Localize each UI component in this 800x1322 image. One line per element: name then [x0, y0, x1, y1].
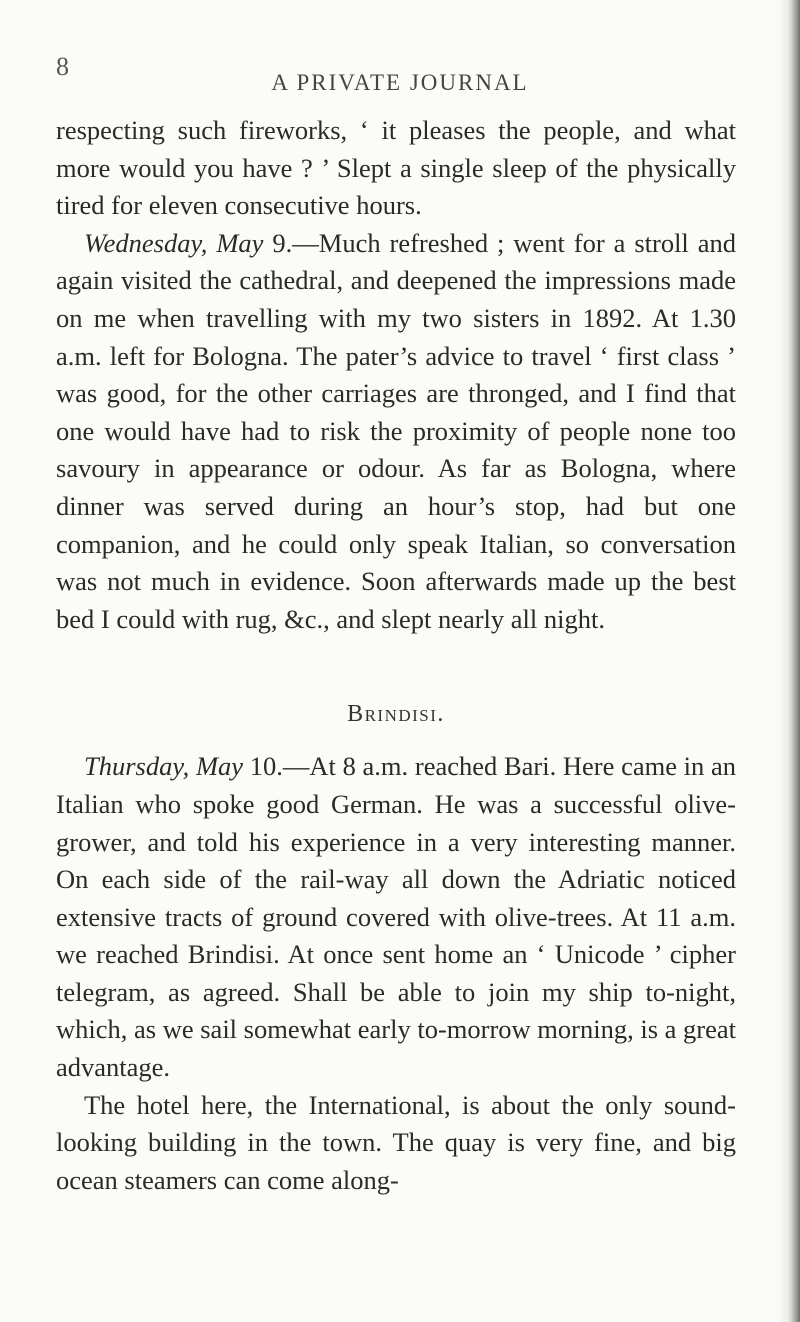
running-head: A PRIVATE JOURNAL [271, 70, 529, 95]
body-text [56, 112, 736, 1199]
paragraph-thursday [56, 748, 736, 1086]
paragraph-text: The hotel here, the International, is about the only sound-looking building in the town. The quay is very fine, and big ocean steamers can come along- [56, 1089, 736, 1195]
entry-date: Wednesday, May [84, 227, 264, 258]
entry-date: Thursday, May [84, 751, 244, 782]
paragraph-hotel [56, 1087, 736, 1200]
page-edge-shadow [778, 0, 786, 1322]
paragraph-wednesday [56, 225, 736, 639]
page-edge [786, 0, 800, 1322]
paragraph-text: respecting such fireworks, ‘ it pleases the people, and what more would you have ? ’ Slept a single sleep of the physically tired for eleven consecutive hours. [56, 115, 736, 221]
paragraph-text: 9.—Much refreshed ; went for a stroll and again visited the cathedral, and deepened the impressions made on me when travelling with my two sisters in 1892. At 1.30 a.m. left for Bologna. The pater’s advice to travel ‘ first class ’ was good, for the other carriages are thronged, and I find that one would have had to risk the proximity of people none too savoury in appearance or odour. As far as Bologna, where dinner was served during an hour’s stop, had but one companion, and he could only speak Italian, so conversation was not much in evidence. Soon afterwards made up the best bed I could with rug, &c., and slept nearly all night. [56, 227, 736, 634]
paragraph-text: 10.—At 8 a.m. reached Bari. Here came in an Italian who spoke good German. He was a successful olive-grower, and told his experience in a very interesting manner. On each side of the rail-way all down the Adriatic noticed extensive tracts of ground covered with olive-trees. At 11 a.m. we reached Brindisi. At once sent home an ‘ Unicode ’ cipher telegram, as agreed. Shall be able to join my ship to-night, which, as we sail somewhat early to-morrow morning, is a great advantage. [56, 751, 736, 1083]
paragraph-continuation [56, 112, 736, 225]
section-heading: Brindisi. [347, 701, 445, 728]
page-number: 8 [56, 52, 69, 81]
